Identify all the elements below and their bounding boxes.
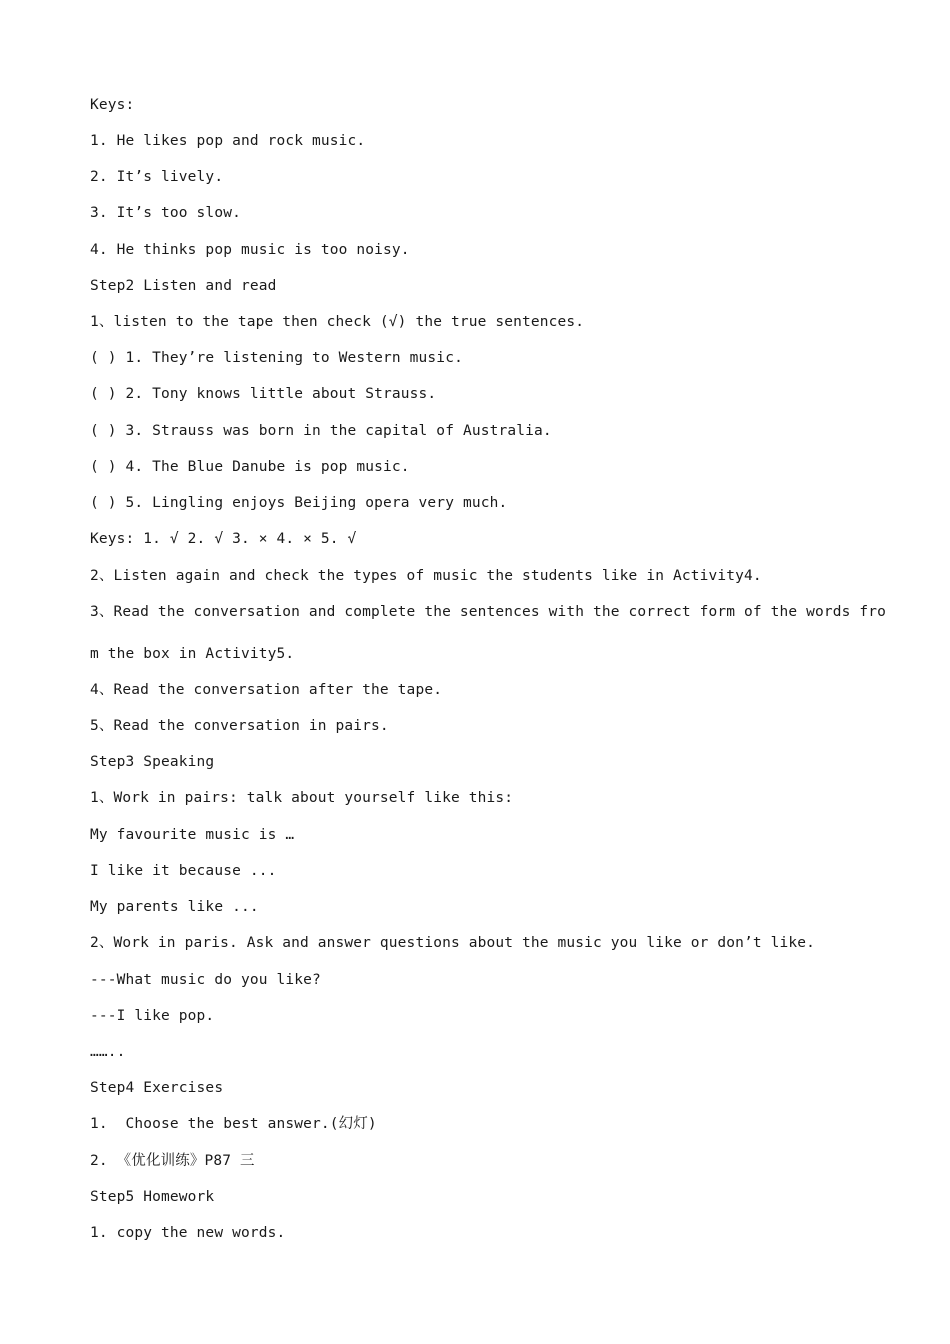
dialogue-answer: ---I like pop. (90, 1008, 215, 1024)
dialogue-question: ---What music do you like? (90, 972, 321, 988)
step3-heading: Step3 Speaking (90, 754, 215, 770)
example-line-1: My favourite music is … (90, 827, 295, 843)
true-false-keys: Keys: 1. √ 2. √ 3. × 4. × 5. √ (90, 531, 357, 547)
true-false-item-5: ( ) 5. Lingling enjoys Beijing opera very much. (90, 495, 508, 511)
key-answer-2: 2. It’s lively. (90, 169, 224, 185)
step2-task-3: 3、Read the conversation and complete the sentences with the correct form of the words fro (90, 604, 887, 620)
step4-exercise-2: 2. 《优化训练》P87 三 (90, 1153, 255, 1169)
step2-task-3-cont: m the box in Activity5. (90, 646, 295, 662)
step2-task-1: 1、listen to the tape then check (√) the true sentences. (90, 314, 585, 330)
step4-exercise-1: 1. Choose the best answer.(幻灯) (90, 1116, 377, 1132)
example-line-2: I like it because ... (90, 863, 277, 879)
true-false-item-1: ( ) 1. They’re listening to Western music. (90, 350, 463, 366)
homework-item-1: 1. copy the new words. (90, 1225, 286, 1241)
step3-task-1: 1、Work in pairs: talk about yourself like this: (90, 790, 514, 806)
keys-heading: Keys: (90, 97, 135, 113)
step3-task-2: 2、Work in paris. Ask and answer questions about the music you like or don’t like. (90, 935, 816, 951)
step2-task-2: 2、Listen again and check the types of music the students like in Activity4. (90, 568, 762, 584)
step2-heading: Step2 Listen and read (90, 278, 277, 294)
true-false-item-2: ( ) 2. Tony knows little about Strauss. (90, 386, 437, 402)
step4-heading: Step4 Exercises (90, 1080, 224, 1096)
key-answer-1: 1. He likes pop and rock music. (90, 133, 366, 149)
step5-heading: Step5 Homework (90, 1189, 215, 1205)
step2-task-4: 4、Read the conversation after the tape. (90, 682, 443, 698)
key-answer-3: 3. It’s too slow. (90, 205, 241, 221)
step2-task-5: 5、Read the conversation in pairs. (90, 718, 389, 734)
true-false-item-3: ( ) 3. Strauss was born in the capital of Australia. (90, 423, 552, 439)
true-false-item-4: ( ) 4. The Blue Danube is pop music. (90, 459, 410, 475)
example-line-3: My parents like ... (90, 899, 259, 915)
key-answer-4: 4. He thinks pop music is too noisy. (90, 242, 410, 258)
ellipsis-line: …….. (90, 1044, 126, 1060)
